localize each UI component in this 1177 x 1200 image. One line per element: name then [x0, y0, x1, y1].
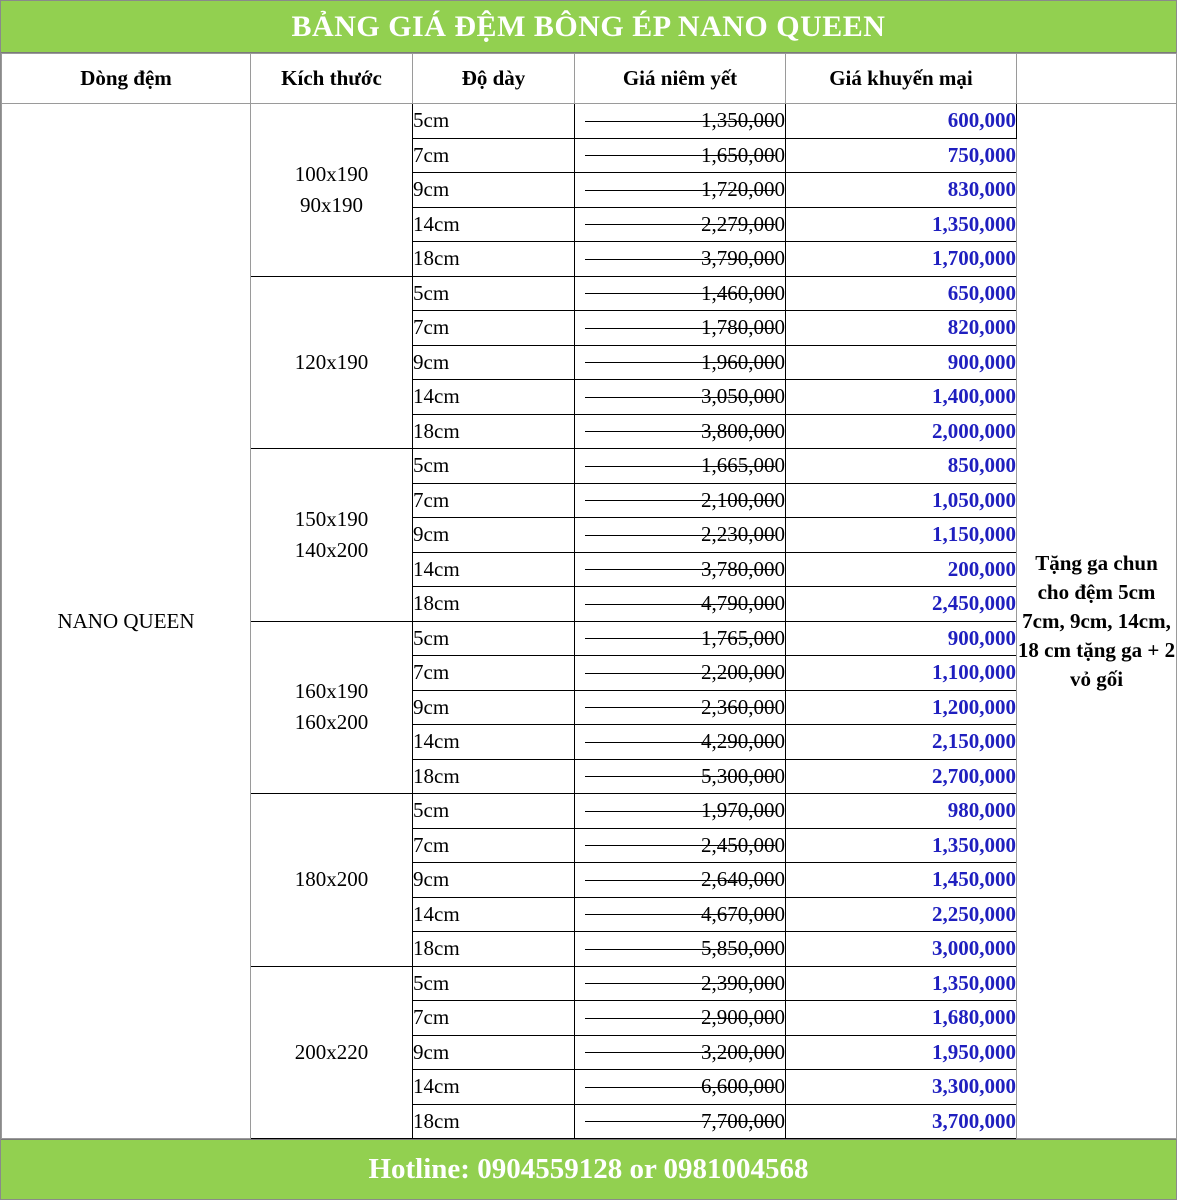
listed-price-value: 3,800,000	[701, 418, 785, 443]
listed-price-cell	[575, 276, 786, 311]
size-cell	[251, 621, 413, 794]
listed-price-cell	[575, 828, 786, 863]
header-note	[1017, 54, 1177, 104]
thickness-cell: 9cm	[413, 1035, 575, 1070]
strikethrough-line	[585, 949, 775, 950]
strikethrough-line	[585, 1121, 775, 1122]
thickness-cell: 18cm	[413, 587, 575, 622]
strikethrough-line	[585, 466, 775, 467]
listed-price-cell	[575, 897, 786, 932]
promo-price-cell: 1,700,000	[786, 242, 1017, 277]
listed-price-value: 1,650,000	[701, 142, 785, 167]
promo-note: Tặng ga chun cho đệm 5cm 7cm, 9cm, 14cm, 18 cm tặng ga + 2 vỏ gối	[1017, 104, 1177, 1139]
thickness-cell: 5cm	[413, 966, 575, 1001]
promo-price-cell: 3,000,000	[786, 932, 1017, 967]
strikethrough-line	[585, 397, 775, 398]
thickness-cell: 9cm	[413, 518, 575, 553]
promo-price-cell: 820,000	[786, 311, 1017, 346]
promo-price-cell: 1,950,000	[786, 1035, 1017, 1070]
model-cell: NANO QUEEN	[2, 104, 251, 1139]
thickness-cell: 18cm	[413, 414, 575, 449]
header-listed-price: Giá niêm yết	[575, 54, 786, 104]
promo-price-cell: 1,350,000	[786, 207, 1017, 242]
strikethrough-line	[585, 328, 775, 329]
promo-price-cell: 1,050,000	[786, 483, 1017, 518]
size-cell	[251, 104, 413, 277]
strikethrough-line	[585, 535, 775, 536]
listed-price-cell	[575, 414, 786, 449]
thickness-cell: 9cm	[413, 345, 575, 380]
listed-price-cell	[575, 1104, 786, 1139]
listed-price-cell	[575, 1070, 786, 1105]
strikethrough-line	[585, 811, 775, 812]
size-label: 100x190	[294, 161, 369, 186]
listed-price-cell	[575, 138, 786, 173]
promo-price-cell: 2,250,000	[786, 897, 1017, 932]
thickness-cell: 14cm	[413, 207, 575, 242]
thickness-cell: 18cm	[413, 1104, 575, 1139]
promo-price-cell: 200,000	[786, 552, 1017, 587]
header-row	[2, 54, 1177, 104]
listed-price-value: 2,900,000	[701, 1005, 785, 1030]
listed-price-value: 7,700,000	[701, 1108, 785, 1133]
size-label: 160x190	[294, 679, 369, 704]
thickness-cell: 7cm	[413, 1001, 575, 1036]
thickness-cell: 9cm	[413, 173, 575, 208]
size-cell	[251, 276, 413, 449]
listed-price-cell	[575, 449, 786, 484]
listed-price-value: 2,200,000	[701, 660, 785, 685]
listed-price-value: 1,765,000	[701, 625, 785, 650]
promo-price-cell: 650,000	[786, 276, 1017, 311]
strikethrough-line	[585, 569, 775, 570]
promo-price-cell: 3,700,000	[786, 1104, 1017, 1139]
thickness-cell: 5cm	[413, 449, 575, 484]
thickness-cell: 5cm	[413, 794, 575, 829]
listed-price-cell	[575, 311, 786, 346]
strikethrough-line	[585, 914, 775, 915]
listed-price-value: 3,050,000	[701, 384, 785, 409]
strikethrough-line	[585, 293, 775, 294]
strikethrough-line	[585, 362, 775, 363]
strikethrough-line	[585, 500, 775, 501]
listed-price-value: 5,300,000	[701, 763, 785, 788]
hotline-footer: Hotline: 0904559128 or 0981004568	[1, 1139, 1176, 1199]
listed-price-cell	[575, 518, 786, 553]
listed-price-cell	[575, 725, 786, 760]
header-size: Kích thước	[251, 54, 413, 104]
thickness-cell: 18cm	[413, 242, 575, 277]
strikethrough-line	[585, 121, 775, 122]
thickness-cell: 7cm	[413, 138, 575, 173]
listed-price-value: 5,850,000	[701, 936, 785, 961]
listed-price-value: 3,780,000	[701, 556, 785, 581]
listed-price-cell	[575, 587, 786, 622]
size-label: 180x200	[294, 867, 369, 892]
header-promo-price: Giá khuyến mại	[786, 54, 1017, 104]
thickness-cell: 9cm	[413, 863, 575, 898]
thickness-cell: 5cm	[413, 276, 575, 311]
listed-price-value: 1,665,000	[701, 453, 785, 478]
strikethrough-line	[585, 190, 775, 191]
promo-price-cell: 2,700,000	[786, 759, 1017, 794]
thickness-cell: 14cm	[413, 552, 575, 587]
listed-price-cell	[575, 621, 786, 656]
thickness-cell: 7cm	[413, 483, 575, 518]
promo-price-cell: 3,300,000	[786, 1070, 1017, 1105]
thickness-cell: 18cm	[413, 932, 575, 967]
listed-price-value: 2,230,000	[701, 522, 785, 547]
size-label: 160x200	[294, 710, 369, 735]
thickness-cell: 14cm	[413, 1070, 575, 1105]
listed-price-cell	[575, 242, 786, 277]
promo-price-cell: 2,000,000	[786, 414, 1017, 449]
size-label: 140x200	[294, 537, 369, 562]
promo-price-cell: 600,000	[786, 104, 1017, 139]
listed-price-cell	[575, 380, 786, 415]
listed-price-cell	[575, 104, 786, 139]
strikethrough-line	[585, 638, 775, 639]
listed-price-value: 6,600,000	[701, 1074, 785, 1099]
strikethrough-line	[585, 776, 775, 777]
promo-price-cell: 1,200,000	[786, 690, 1017, 725]
promo-price-cell: 1,350,000	[786, 966, 1017, 1001]
strikethrough-line	[585, 845, 775, 846]
size-label: 200x220	[294, 1039, 369, 1064]
listed-price-cell	[575, 1035, 786, 1070]
listed-price-value: 2,450,000	[701, 832, 785, 857]
size-cell	[251, 794, 413, 967]
thickness-cell: 7cm	[413, 656, 575, 691]
listed-price-value: 4,790,000	[701, 591, 785, 616]
strikethrough-line	[585, 1018, 775, 1019]
listed-price-cell	[575, 794, 786, 829]
size-cell	[251, 966, 413, 1139]
promo-price-cell: 1,450,000	[786, 863, 1017, 898]
listed-price-cell	[575, 173, 786, 208]
listed-price-value: 1,720,000	[701, 177, 785, 202]
listed-price-value: 2,390,000	[701, 970, 785, 995]
listed-price-value: 1,350,000	[701, 108, 785, 133]
listed-price-cell	[575, 483, 786, 518]
promo-price-cell: 750,000	[786, 138, 1017, 173]
promo-price-cell: 1,100,000	[786, 656, 1017, 691]
price-table	[1, 53, 1177, 1139]
promo-price-cell: 1,150,000	[786, 518, 1017, 553]
price-table-body	[2, 104, 1177, 1139]
strikethrough-line	[585, 1052, 775, 1053]
listed-price-cell	[575, 207, 786, 242]
listed-price-cell	[575, 1001, 786, 1036]
listed-price-cell	[575, 932, 786, 967]
thickness-cell: 14cm	[413, 725, 575, 760]
listed-price-cell	[575, 863, 786, 898]
promo-price-cell: 1,350,000	[786, 828, 1017, 863]
thickness-cell: 7cm	[413, 311, 575, 346]
promo-price-cell: 900,000	[786, 621, 1017, 656]
strikethrough-line	[585, 1087, 775, 1088]
header-thickness: Độ dày	[413, 54, 575, 104]
table-row	[2, 104, 1177, 139]
promo-price-cell: 1,400,000	[786, 380, 1017, 415]
strikethrough-line	[585, 983, 775, 984]
size-label: 90x190	[300, 192, 363, 217]
promo-price-cell: 850,000	[786, 449, 1017, 484]
listed-price-value: 3,790,000	[701, 246, 785, 271]
listed-price-cell	[575, 345, 786, 380]
listed-price-value: 2,279,000	[701, 211, 785, 236]
listed-price-value: 1,780,000	[701, 315, 785, 340]
listed-price-cell	[575, 690, 786, 725]
listed-price-cell	[575, 656, 786, 691]
listed-price-cell	[575, 552, 786, 587]
listed-price-cell	[575, 966, 786, 1001]
strikethrough-line	[585, 155, 775, 156]
promo-price-cell: 2,150,000	[786, 725, 1017, 760]
promo-price-cell: 1,680,000	[786, 1001, 1017, 1036]
strikethrough-line	[585, 224, 775, 225]
strikethrough-line	[585, 604, 775, 605]
listed-price-value: 1,960,000	[701, 349, 785, 374]
promo-price-cell: 980,000	[786, 794, 1017, 829]
size-label: 120x190	[294, 349, 369, 374]
thickness-cell: 5cm	[413, 621, 575, 656]
strikethrough-line	[585, 880, 775, 881]
listed-price-value: 4,670,000	[701, 901, 785, 926]
listed-price-cell	[575, 759, 786, 794]
listed-price-value: 2,360,000	[701, 694, 785, 719]
listed-price-value: 3,200,000	[701, 1039, 785, 1064]
strikethrough-line	[585, 431, 775, 432]
thickness-cell: 7cm	[413, 828, 575, 863]
thickness-cell: 14cm	[413, 380, 575, 415]
header-model: Dòng đệm	[2, 54, 251, 104]
promo-price-cell: 830,000	[786, 173, 1017, 208]
listed-price-value: 1,460,000	[701, 280, 785, 305]
promo-price-cell: 2,450,000	[786, 587, 1017, 622]
strikethrough-line	[585, 742, 775, 743]
page-title: BẢNG GIÁ ĐỆM BÔNG ÉP NANO QUEEN	[1, 1, 1176, 53]
listed-price-value: 4,290,000	[701, 729, 785, 754]
listed-price-value: 2,100,000	[701, 487, 785, 512]
thickness-cell: 5cm	[413, 104, 575, 139]
strikethrough-line	[585, 259, 775, 260]
strikethrough-line	[585, 707, 775, 708]
strikethrough-line	[585, 673, 775, 674]
listed-price-value: 1,970,000	[701, 798, 785, 823]
promo-price-cell: 900,000	[786, 345, 1017, 380]
thickness-cell: 18cm	[413, 759, 575, 794]
listed-price-value: 2,640,000	[701, 867, 785, 892]
size-cell	[251, 449, 413, 622]
thickness-cell: 9cm	[413, 690, 575, 725]
thickness-cell: 14cm	[413, 897, 575, 932]
size-label: 150x190	[294, 506, 369, 531]
